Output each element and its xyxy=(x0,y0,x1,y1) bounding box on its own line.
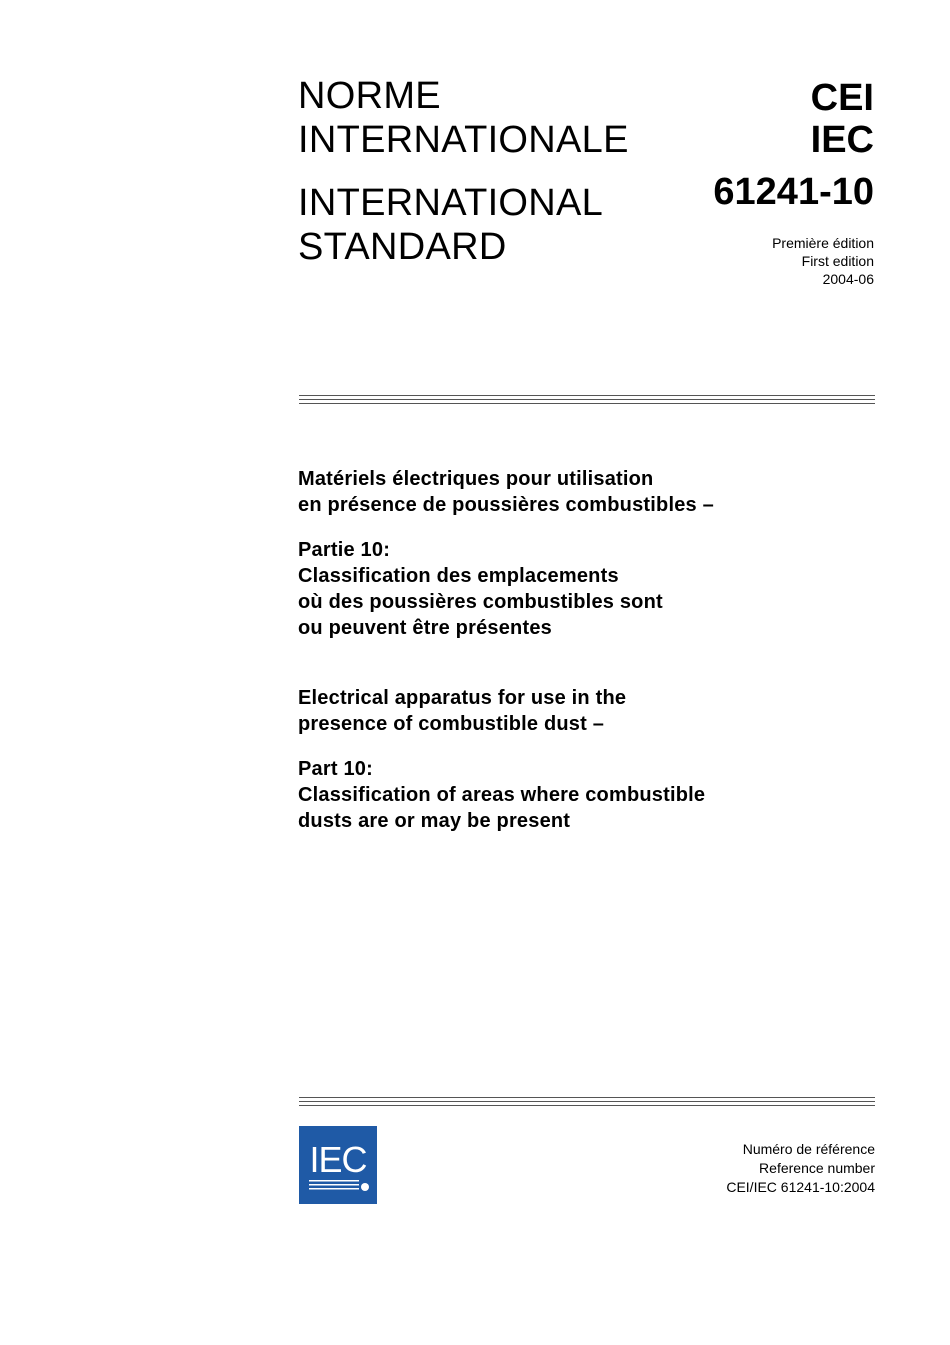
iec-logo-icon xyxy=(299,1126,377,1204)
fr-part-label: Partie 10: xyxy=(298,539,391,561)
fr-sub-line1: Classification des emplacements xyxy=(298,565,619,587)
ref-label-fr: Numéro de référence xyxy=(742,1141,875,1157)
standard-number: 61241-10 xyxy=(713,171,874,213)
code-iec: IEC xyxy=(810,119,874,161)
title-en-line1: INTERNATIONAL xyxy=(298,182,604,224)
fr-title-line1: Matériels électriques pour utilisation xyxy=(298,468,654,490)
ref-label-en: Reference number xyxy=(759,1160,875,1176)
title-fr-line1: NORME xyxy=(298,75,441,117)
edition-fr: Première édition xyxy=(772,235,874,251)
iec-logo-text: IEC xyxy=(309,1139,367,1180)
code-cei: CEI xyxy=(810,77,874,119)
fr-title-line2: en présence de poussières combustibles – xyxy=(298,494,714,516)
title-en-line2: STANDARD xyxy=(298,226,507,268)
fr-sub-line2: où des poussières combustibles sont xyxy=(298,591,663,613)
separator-bottom xyxy=(299,1097,875,1106)
en-title-line1: Electrical apparatus for use in the xyxy=(298,687,627,709)
en-part-label: Part 10: xyxy=(298,758,373,780)
iec-logo xyxy=(299,1126,377,1204)
edition-en: First edition xyxy=(801,253,874,269)
en-sub-line2: dusts are or may be present xyxy=(298,810,571,832)
en-sub-line1: Classification of areas where combustible xyxy=(298,784,706,806)
ref-code: CEI/IEC 61241-10:2004 xyxy=(726,1179,875,1195)
en-title-line2: presence of combustible dust – xyxy=(298,713,605,735)
fr-sub-line3: ou peuvent être présentes xyxy=(298,617,552,639)
title-fr-line2: INTERNATIONALE xyxy=(298,119,629,161)
edition-date: 2004-06 xyxy=(822,271,874,287)
separator-top xyxy=(299,395,875,404)
